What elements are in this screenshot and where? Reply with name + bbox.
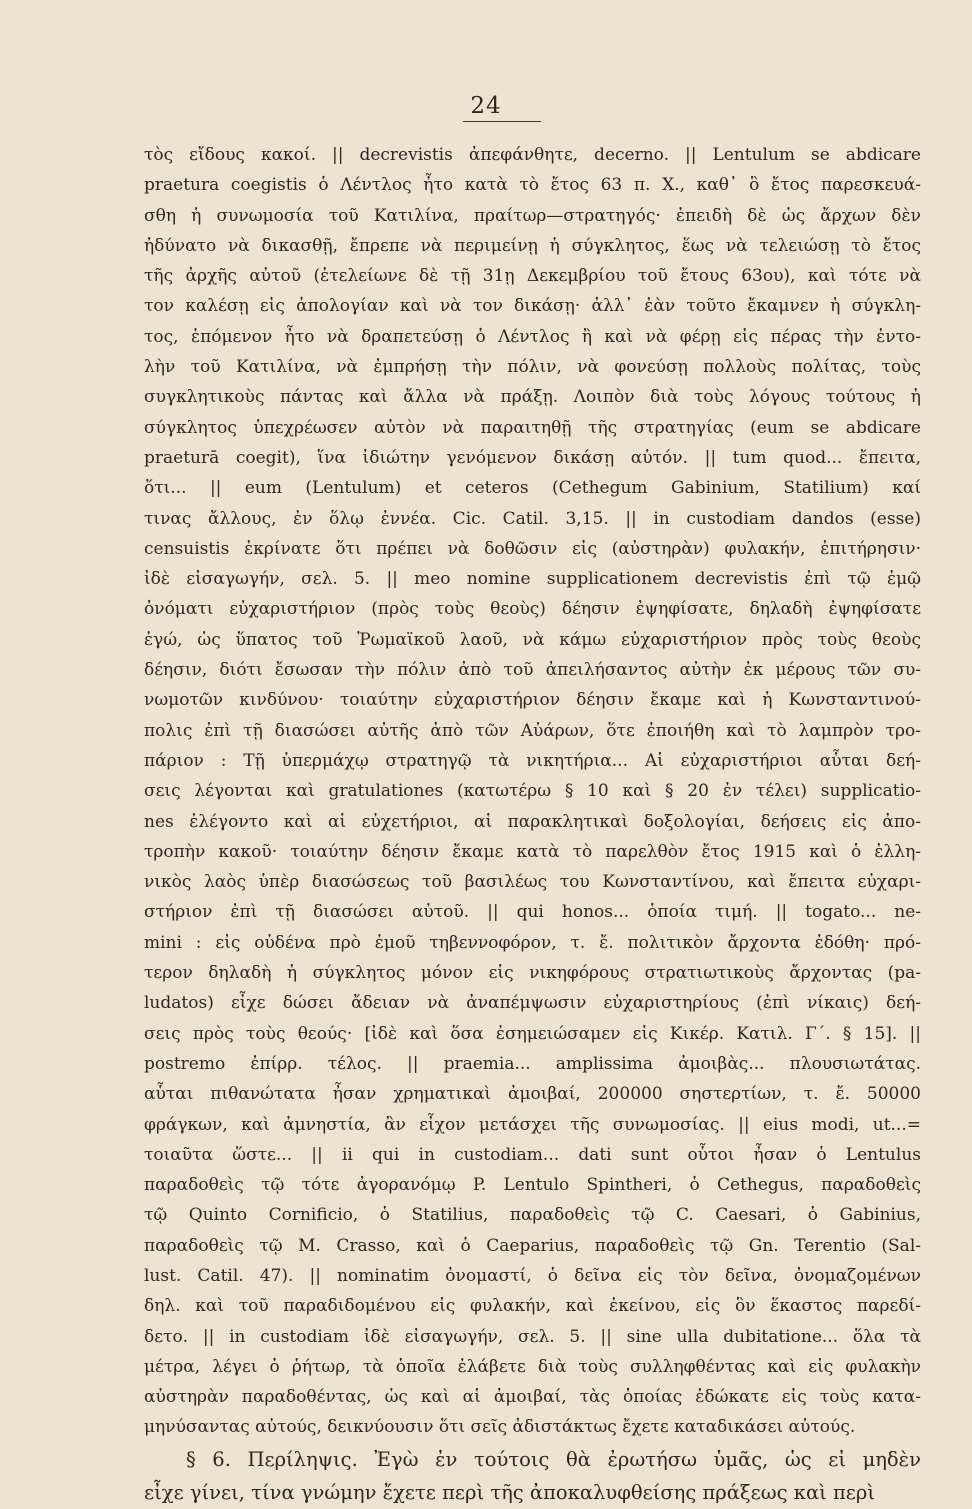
text-line: ἰδὲ εἰσαγωγήν, σελ. 5. || meo nomine supplicationem decrevistis ἐπὶ τῷ ἐμῷ	[144, 569, 921, 590]
text-line: ὅτι... || eum (Lentulum) et ceteros (Cethegum Gabinium, Statilium) καί	[144, 478, 921, 499]
text-line: praetura coegistis ὁ Λέντλος ἦτο κατὰ τὸ ἔτος 63 π. Χ., καθ᾽ ὃ ἔτος παρεσκευά-	[144, 175, 921, 196]
text-line: τῆς ἀρχῆς αὐτοῦ (ἐτελείωνε δὲ τῇ 31ῃ Δεκεμβρίου τοῦ ἔτους 63ου), καὶ τότε νὰ	[144, 266, 921, 287]
text-line: τοιαῦτα ὥστε... || ii qui in custodiam... dati sunt οὗτοι ἦσαν ὁ Lentulus	[144, 1144, 921, 1165]
text-line: μέτρα, λέγει ὁ ῥήτωρ, τὰ ὁποῖα ἐλάβετε διὰ τοὺς συλληφθέντας καὶ εἰς φυλακὴν	[144, 1356, 921, 1377]
text-line: § 6. Περίληψις. Ἐγὼ ἐν τούτοις θὰ ἐρωτήσω ὑμᾶς, ὡς εἰ μηδὲν	[186, 1447, 921, 1471]
text-line: αὐστηρὰν παραδοθέντας, ὡς καὶ αἱ ἀμοιβαί, τὰς ὁποίας ἐδώκατε εἰς τοὺς κατα-	[144, 1387, 921, 1408]
text-line: τερον δηλαδὴ ἡ σύγκλητος μόνον εἰς νικηφόρους στρατιωτικοὺς ἄρχοντας (pa-	[144, 963, 921, 984]
text-line: censuistis ἐκρίνατε ὅτι πρέπει νὰ δοθῶσιν εἰς (αὐστηρὰν) φυλακήν, ἐπιτήρησιν·	[144, 538, 921, 559]
text-line: τὸς εἴδους κακοί. || decrevistis ἀπεφάνθητε, decerno. || Lentulum se abdicare	[144, 145, 921, 165]
text-line: στήριον ἐπὶ τῇ διασώσει αὐτοῦ. || qui honos... ὁποία τιμή. || togato... ne-	[144, 902, 921, 923]
text-line: σθη ἡ συνωμοσία τοῦ Κατιλίνα, πραίτωρ—στρατηγός· ἐπειδὴ δὲ ὡς ἄρχων δὲν	[144, 205, 921, 226]
text-line: nes ἐλέγοντο καὶ αἱ εὐχετήριοι, αἱ παρακλητικαὶ δοξολογίαι, δεήσεις εἰς ἀπο-	[144, 811, 921, 832]
text-line: ἠδύνατο νὰ δικασθῇ, ἔπρεπε νὰ περιμείνῃ ἡ σύγκλητος, ἕως νὰ τελειώσῃ τὸ ἔτος	[144, 235, 921, 256]
text-line: τῷ Quinto Cornificio, ὁ Statilius, παραδοθεὶς τῷ C. Caesari, ὁ Gabinius,	[144, 1205, 921, 1226]
text-line: λὴν τοῦ Κατιλίνα, νὰ ἐμπρήσῃ τὴν πόλιν, νὰ φονεύσῃ πολλοὺς πολίτας, τοὺς	[144, 357, 921, 378]
text-line: εἶχε γίνει, τίνα γνώμην ἔχετε περὶ τῆς ἀποκαλυφθείσης πράξεως καὶ περὶ	[144, 1480, 876, 1504]
text-line: αὗται πιθανώτατα ἦσαν χρηματικαὶ ἀμοιβαί, 200000 σηστερτίων, τ. ἔ. 50000	[144, 1084, 921, 1105]
text-line: πολις ἐπὶ τῇ διασώσει αὐτῆς ἀπὸ τῶν Αὐάρων, ὅτε ἐποιήθη καὶ τὸ λαμπρὸν τρο-	[144, 720, 921, 741]
text-line: τον καλέσῃ εἰς ἀπολογίαν καὶ νὰ τον δικάσῃ· ἀλλ᾽ ἐὰν τοῦτο ἔκαμνεν ἡ σύγκλη-	[144, 296, 921, 317]
text-line: ἐγώ, ὡς ὕπατος τοῦ Ῥωμαϊκοῦ λαοῦ, νὰ κάμω εὐχαριστήριον πρὸς τοὺς θεοὺς	[144, 629, 921, 650]
text-line: νικὸς λαὸς ὑπὲρ διασώσεως τοῦ βασιλέως του Κωνσταντίνου, καὶ ἔπειτα εὐχαρι-	[144, 872, 921, 893]
page-number-rule	[463, 121, 541, 122]
text-line: φράγκων, καὶ ἀμνηστία, ἂν εἶχον μετάσχει τῆς συνωμοσίας. || eius modi, ut...=	[144, 1114, 921, 1135]
body-text	[144, 140, 921, 1509]
text-line: lust. Catil. 47). || nominatim ὀνομαστί, ὁ δεῖνα εἰς τὸν δεῖνα, ὀνομαζομένων	[144, 1265, 921, 1286]
text-line: ὀνόματι εὐχαριστήριον (πρὸς τοὺς θεοὺς) δέησιν ἐψηφίσατε, δηλαδὴ ἐψηφίσατε	[144, 599, 921, 620]
text-line: σεις πρὸς τοὺς θεούς· [ἰδὲ καὶ ὅσα ἐσημειώσαμεν εἰς Κικέρ. Κατιλ. Γ΄. § 15]. ||	[144, 1023, 921, 1044]
page-number: 24	[470, 93, 502, 119]
text-line: τινας ἄλλους, ἐν ὅλῳ ἐννέα. Cic. Catil. 3,15. || in custodiam dandos (esse)	[144, 508, 921, 529]
text-line: μηνύσαντας αὐτούς, δεικνύουσιν ὅτι σεῖς ἀδιστάκτως ἔχετε καταδικάσει αὐτούς.	[144, 1417, 856, 1438]
text-line: ludatos) εἶχε δώσει ἄδειαν νὰ ἀναπέμψωσιν εὐχαριστηρίους (ἐπὶ νίκαις) δεή-	[144, 993, 921, 1014]
text-line: τος, ἑπόμενον ἦτο νὰ δραπετεύσῃ ὁ Λέντλος ἢ καὶ νὰ φέρῃ εἰς πέρας τὴν ἐντο-	[144, 326, 921, 347]
text-line: συγκλητικοὺς πάντας καὶ ἄλλα νὰ πράξῃ. Λοιπὸν διὰ τοὺς λόγους τούτους ἡ	[144, 387, 921, 408]
text-line: νωμοτῶν κινδύνου· τοιαύτην εὐχαριστήριον δέησιν ἔκαμε καὶ ἡ Κωνσταντινού-	[144, 690, 921, 711]
text-line: τροπὴν κακοῦ· τοιαύτην δέησιν ἔκαμε κατὰ τὸ παρελθὸν ἔτος 1915 καὶ ὁ ἑλλη-	[144, 841, 921, 862]
text-line: σύγκλητος ὑπεχρέωσεν αὐτὸν νὰ παραιτηθῇ τῆς στρατηγίας (eum se abdicare	[144, 417, 921, 438]
text-line: praeturā coegit), ἵνα ἰδιώτην γενόμενον δικάσῃ αὐτόν. || tum quod... ἔπειτα,	[144, 447, 921, 468]
text-line: παραδοθεὶς τῷ τότε ἀγορανόμῳ P. Lentulo Spintheri, ὁ Cethegus, παραδοθεὶς	[144, 1175, 921, 1196]
text-line: πάριον : Τῇ ὑπερμάχῳ στρατηγῷ τὰ νικητήρια... Αἱ εὐχαριστήριοι αὗται δεή-	[144, 750, 921, 771]
text-line: παραδοθεὶς τῷ M. Crasso, καὶ ὁ Caeparius, παραδοθεὶς τῷ Gn. Terentio (Sal-	[144, 1235, 921, 1256]
text-line: δηλ. καὶ τοῦ παραδιδομένου εἰς φυλακήν, καὶ ἐκείνου, εἰς ὃν ἕκαστος παρεδί-	[144, 1296, 921, 1317]
text-line: δετο. || in custodiam ἰδὲ εἰσαγωγήν, σελ. 5. || sine ulla dubitatione... ὅλα τὰ	[144, 1326, 921, 1347]
text-line: postremo ἐπίρρ. τέλος. || praemia... amplissima ἀμοιβὰς... πλουσιωτάτας.	[144, 1053, 921, 1074]
text-line: δέησιν, διότι ἔσωσαν τὴν πόλιν ἀπὸ τοῦ ἀπειλήσαντος αὐτὴν ἐκ μέρους τῶν συ-	[144, 660, 921, 681]
text-line: σεις λέγονται καὶ gratulationes (κατωτέρω § 10 καὶ § 20 ἐν τέλει) supplicatio-	[144, 781, 921, 802]
text-line: mini : εἰς οὐδένα πρὸ ἐμοῦ τηβεννοφόρον, τ. ἔ. πολιτικὸν ἄρχοντα ἐδόθη· πρό-	[144, 932, 921, 953]
